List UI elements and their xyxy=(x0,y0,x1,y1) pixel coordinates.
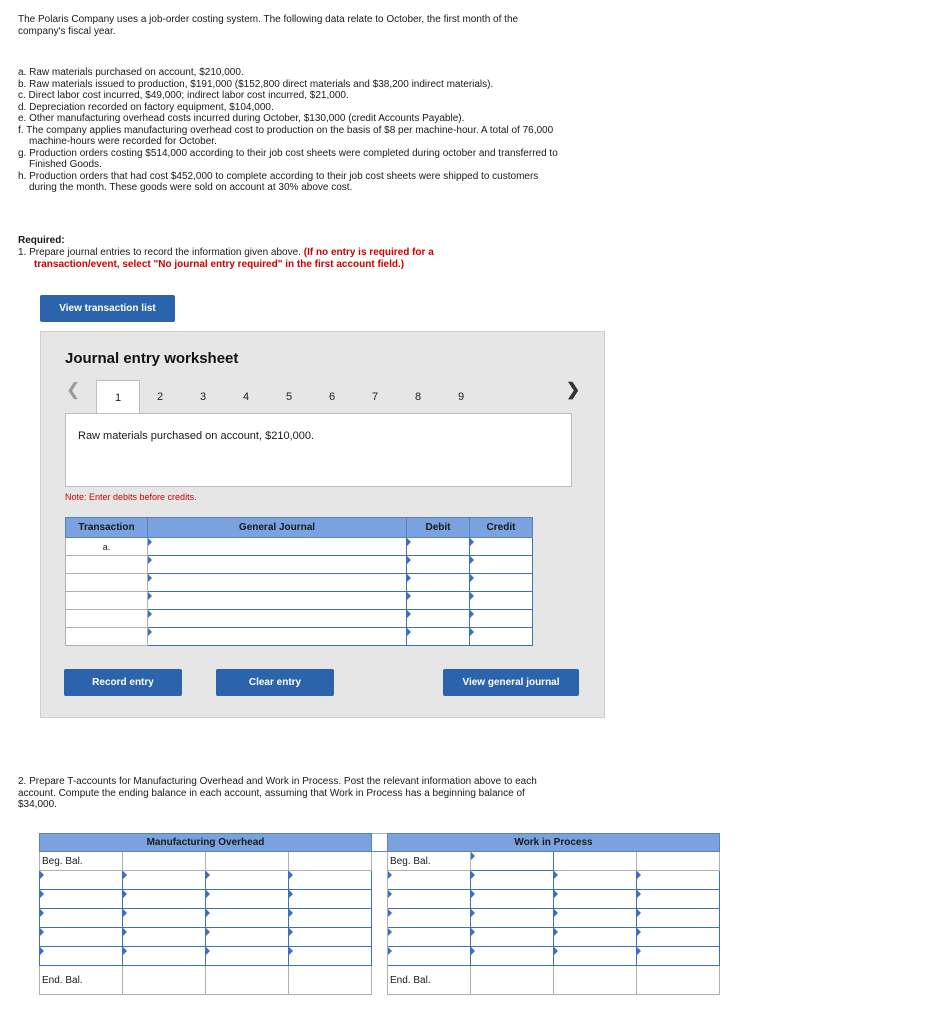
transaction-b: b. Raw materials issued to production, $191,000 ($152,800 direct materials and $38,200 indirect materials). xyxy=(18,78,494,90)
table-row xyxy=(40,966,720,995)
dropdown-marker-icon xyxy=(40,909,44,917)
wip-end-bal-input[interactable] xyxy=(471,966,554,995)
mo-debit-input[interactable] xyxy=(123,909,206,928)
dropdown-marker-icon xyxy=(554,928,558,936)
debit-input[interactable] xyxy=(407,556,470,574)
wip-beg-bal-label: Beg. Bal. xyxy=(388,852,471,871)
table-row xyxy=(66,556,533,574)
input-marker-icon xyxy=(407,556,411,564)
dropdown-marker-icon xyxy=(206,871,210,879)
credit-input[interactable] xyxy=(470,592,533,610)
dropdown-marker-icon xyxy=(206,909,210,917)
wip-credit-select[interactable] xyxy=(554,871,637,890)
input-marker-icon xyxy=(470,574,474,582)
debit-input[interactable] xyxy=(407,574,470,592)
t-account-gap xyxy=(372,871,388,890)
mo-end-bal-credit-amount[interactable] xyxy=(289,966,372,995)
input-marker-icon xyxy=(123,928,127,936)
dropdown-marker-icon xyxy=(40,871,44,879)
t-account-gap xyxy=(372,852,388,871)
wip-debit-select[interactable] xyxy=(388,871,471,890)
account-select[interactable] xyxy=(148,574,407,592)
mo-credit-input[interactable] xyxy=(289,909,372,928)
transaction-cell xyxy=(66,592,148,610)
wip-credit-select[interactable] xyxy=(554,947,637,966)
debit-input[interactable] xyxy=(407,610,470,628)
tab-7[interactable]: 7 xyxy=(371,391,379,403)
transaction-h: h. Production orders that had cost $452,000 to complete according to their job cost sheets were shipped to customers during the month. These goods were sold on account at 30% above cost. xyxy=(18,170,539,193)
dropdown-marker-icon xyxy=(206,947,210,955)
mo-debit-select[interactable] xyxy=(40,928,123,947)
transaction-e: e. Other manufacturing overhead costs incurred during October, $130,000 (credit Accounts Payable). xyxy=(18,113,465,124)
dropdown-marker-icon xyxy=(148,574,152,582)
transaction-g: g. Production orders costing $514,000 according to their job cost sheets were completed during october and transferred to Finished Goods. xyxy=(18,147,558,170)
dropdown-marker-icon xyxy=(40,928,44,936)
input-marker-icon xyxy=(123,890,127,898)
input-marker-icon xyxy=(471,947,475,955)
tab-2[interactable]: 2 xyxy=(156,391,164,403)
tab-5[interactable]: 5 xyxy=(285,391,293,403)
mo-credit-input[interactable] xyxy=(289,852,372,871)
t-account-gap xyxy=(372,966,388,995)
input-marker-icon xyxy=(289,909,293,917)
dropdown-marker-icon xyxy=(148,628,152,636)
input-marker-icon xyxy=(637,947,641,955)
input-marker-icon xyxy=(407,538,411,546)
account-select[interactable] xyxy=(148,610,407,628)
mo-debit-input[interactable] xyxy=(123,928,206,947)
t-account-gap xyxy=(372,834,388,852)
mo-credit-input[interactable] xyxy=(289,871,372,890)
dropdown-marker-icon xyxy=(554,890,558,898)
account-select[interactable] xyxy=(148,628,407,646)
transaction-f: f. The company applies manufacturing overhead cost to production on the basis of $8 per machine-hour. A total of 76,000 machine-hours were recorded for October. xyxy=(18,124,554,147)
account-select[interactable] xyxy=(148,592,407,610)
input-marker-icon xyxy=(123,871,127,879)
debit-input[interactable] xyxy=(407,628,470,646)
t-account-gap xyxy=(372,890,388,909)
input-marker-icon xyxy=(470,538,474,546)
worksheet-title: Journal entry worksheet xyxy=(65,350,239,367)
tab-3[interactable]: 3 xyxy=(199,391,207,403)
input-marker-icon xyxy=(470,628,474,636)
mo-debit-input[interactable] xyxy=(123,871,206,890)
tab-1[interactable]: 1 xyxy=(96,380,140,415)
dropdown-marker-icon xyxy=(388,909,392,917)
dropdown-marker-icon xyxy=(554,871,558,879)
tab-6[interactable]: 6 xyxy=(328,391,336,403)
debit-input[interactable] xyxy=(407,592,470,610)
required-item-1 xyxy=(18,247,538,271)
table-row xyxy=(40,947,720,966)
mo-credit-select[interactable] xyxy=(206,871,289,890)
transaction-cell: a. xyxy=(66,538,148,556)
input-marker-icon xyxy=(407,610,411,618)
wip-debit-input[interactable] xyxy=(471,928,554,947)
col-credit: Credit xyxy=(470,518,533,538)
wip-account-title: Work in Process xyxy=(388,834,720,852)
mo-debit-select[interactable] xyxy=(40,890,123,909)
dropdown-marker-icon xyxy=(148,556,152,564)
input-marker-icon xyxy=(637,928,641,936)
journal-table xyxy=(65,517,533,646)
wip-credit-select[interactable] xyxy=(554,928,637,947)
table-row xyxy=(66,538,533,556)
mo-credit-select[interactable] xyxy=(206,909,289,928)
account-select[interactable] xyxy=(148,556,407,574)
wip-credit-input[interactable] xyxy=(637,852,720,871)
mo-credit-input[interactable] xyxy=(289,947,372,966)
mo-debit-input[interactable] xyxy=(123,890,206,909)
col-transaction: Transaction xyxy=(66,518,148,538)
credit-input[interactable] xyxy=(470,574,533,592)
tab-9[interactable]: 9 xyxy=(457,391,465,403)
wip-credit-input[interactable] xyxy=(637,871,720,890)
mo-credit-select[interactable] xyxy=(206,947,289,966)
dropdown-marker-icon xyxy=(388,947,392,955)
mo-debit-input[interactable] xyxy=(123,947,206,966)
table-row xyxy=(40,890,720,909)
input-marker-icon xyxy=(289,890,293,898)
dropdown-marker-icon xyxy=(148,610,152,618)
wip-credit-input[interactable] xyxy=(554,852,637,871)
record-entry-button[interactable]: Record entry xyxy=(64,669,182,696)
t-account-gap xyxy=(372,928,388,947)
mo-debit-select[interactable] xyxy=(40,947,123,966)
wip-credit-input[interactable] xyxy=(637,947,720,966)
required-item-1-instruction-b: transaction/event, select "No journal entry required" in the first account field.) xyxy=(34,259,405,270)
wip-credit-input[interactable] xyxy=(637,890,720,909)
mo-account-title: Manufacturing Overhead xyxy=(40,834,372,852)
wip-debit-input[interactable] xyxy=(471,890,554,909)
account-select[interactable] xyxy=(148,538,407,556)
mo-end-bal-credit[interactable] xyxy=(206,966,289,995)
mo-beg-bal-input[interactable] xyxy=(123,852,206,871)
input-marker-icon xyxy=(289,947,293,955)
table-row xyxy=(40,928,720,947)
input-marker-icon xyxy=(407,574,411,582)
dropdown-marker-icon xyxy=(554,909,558,917)
table-row xyxy=(40,871,720,890)
dropdown-marker-icon xyxy=(554,947,558,955)
table-row xyxy=(40,852,720,871)
dropdown-marker-icon xyxy=(206,928,210,936)
wip-debit-input[interactable] xyxy=(471,947,554,966)
input-marker-icon xyxy=(123,947,127,955)
tab-8[interactable]: 8 xyxy=(414,391,422,403)
dropdown-marker-icon xyxy=(388,871,392,879)
wip-debit-select[interactable] xyxy=(388,890,471,909)
dropdown-marker-icon xyxy=(388,928,392,936)
wip-end-bal-label: End. Bal. xyxy=(388,966,471,995)
table-row xyxy=(40,909,720,928)
wip-credit-input[interactable] xyxy=(637,928,720,947)
wip-end-bal-credit-amount[interactable] xyxy=(637,966,720,995)
input-marker-icon xyxy=(470,610,474,618)
input-marker-icon xyxy=(123,909,127,917)
wip-debit-input[interactable] xyxy=(471,909,554,928)
dropdown-marker-icon xyxy=(388,890,392,898)
mo-end-bal-label: End. Bal. xyxy=(40,966,123,995)
chevron-left-icon[interactable]: ❮ xyxy=(66,380,81,399)
dropdown-marker-icon xyxy=(40,947,44,955)
input-marker-icon xyxy=(470,592,474,600)
table-row xyxy=(66,610,533,628)
input-marker-icon xyxy=(289,871,293,879)
required-item-1-text: 1. Prepare journal entries to record the information given above. xyxy=(18,247,301,258)
wip-debit-select[interactable] xyxy=(388,947,471,966)
col-debit: Debit xyxy=(407,518,470,538)
credit-input[interactable] xyxy=(470,538,533,556)
input-marker-icon xyxy=(471,909,475,917)
wip-credit-select[interactable] xyxy=(554,909,637,928)
mo-beg-bal-label: Beg. Bal. xyxy=(40,852,123,871)
col-general-journal: General Journal xyxy=(148,518,407,538)
view-general-journal-button[interactable]: View general journal xyxy=(443,669,579,696)
input-marker-icon xyxy=(471,928,475,936)
table-row xyxy=(66,592,533,610)
transaction-cell xyxy=(66,610,148,628)
wip-debit-input[interactable] xyxy=(471,871,554,890)
entry-note: Note: Enter debits before credits. xyxy=(65,492,197,502)
credit-input[interactable] xyxy=(470,556,533,574)
wip-beg-bal-input[interactable] xyxy=(471,852,554,871)
transaction-cell xyxy=(66,556,148,574)
input-marker-icon xyxy=(407,628,411,636)
wip-credit-input[interactable] xyxy=(637,909,720,928)
tab-4[interactable]: 4 xyxy=(242,391,250,403)
transaction-cell xyxy=(66,574,148,592)
mo-credit-select[interactable] xyxy=(206,928,289,947)
problem-intro: The Polaris Company uses a job-order costing system. The following data relate to October, the first month of the company's fiscal year. xyxy=(18,14,519,37)
chevron-right-icon[interactable]: ❯ xyxy=(566,380,581,399)
journal-entry-worksheet xyxy=(40,331,605,718)
dropdown-marker-icon xyxy=(148,592,152,600)
input-marker-icon xyxy=(471,871,475,879)
table-row xyxy=(66,628,533,646)
dropdown-marker-icon xyxy=(206,890,210,898)
mo-credit-input[interactable] xyxy=(289,890,372,909)
mo-credit-input[interactable] xyxy=(289,928,372,947)
input-marker-icon xyxy=(637,871,641,879)
view-transaction-list-button[interactable]: View transaction list xyxy=(40,295,175,322)
required-item-2: 2. Prepare T-accounts for Manufacturing Overhead and Work in Process. Post the relevant information above to each account. Compute the ending balance in each account, assuming that Work in Process has a beginning balance of $34,000. xyxy=(18,776,537,810)
credit-input[interactable] xyxy=(470,628,533,646)
dropdown-marker-icon xyxy=(40,890,44,898)
t-account-gap xyxy=(372,909,388,928)
input-marker-icon xyxy=(470,556,474,564)
input-marker-icon xyxy=(471,890,475,898)
input-marker-icon xyxy=(471,852,475,860)
mo-debit-select[interactable] xyxy=(40,909,123,928)
transaction-d: d. Depreciation recorded on factory equipment, $104,000. xyxy=(18,101,274,113)
input-marker-icon xyxy=(407,592,411,600)
mo-credit-select[interactable] xyxy=(206,890,289,909)
mo-credit-input[interactable] xyxy=(206,852,289,871)
debit-input[interactable] xyxy=(407,538,470,556)
wip-debit-select[interactable] xyxy=(388,928,471,947)
wip-credit-select[interactable] xyxy=(554,890,637,909)
transaction-a: a. Raw materials purchased on account, $210,000. xyxy=(18,67,244,78)
input-marker-icon xyxy=(289,928,293,936)
transaction-cell xyxy=(66,628,148,646)
input-marker-icon xyxy=(637,909,641,917)
clear-entry-button[interactable]: Clear entry xyxy=(216,669,334,696)
dropdown-marker-icon xyxy=(148,538,152,546)
table-row xyxy=(66,574,533,592)
wip-end-bal-credit[interactable] xyxy=(554,966,637,995)
mo-end-bal-input[interactable] xyxy=(123,966,206,995)
mo-debit-select[interactable] xyxy=(40,871,123,890)
t-account-gap xyxy=(372,947,388,966)
t-accounts-table xyxy=(39,833,720,995)
required-title: Required: xyxy=(18,235,65,246)
wip-debit-select[interactable] xyxy=(388,909,471,928)
input-marker-icon xyxy=(637,890,641,898)
required-item-1-instruction-a: (If no entry is required for a xyxy=(303,247,434,258)
transaction-description: Raw materials purchased on account, $210,000. xyxy=(78,430,315,442)
credit-input[interactable] xyxy=(470,610,533,628)
transaction-list xyxy=(18,67,558,194)
transaction-c: c. Direct labor cost incurred, $49,000; indirect labor cost incurred, $21,000. xyxy=(18,90,349,101)
transaction-description-box xyxy=(65,413,572,487)
